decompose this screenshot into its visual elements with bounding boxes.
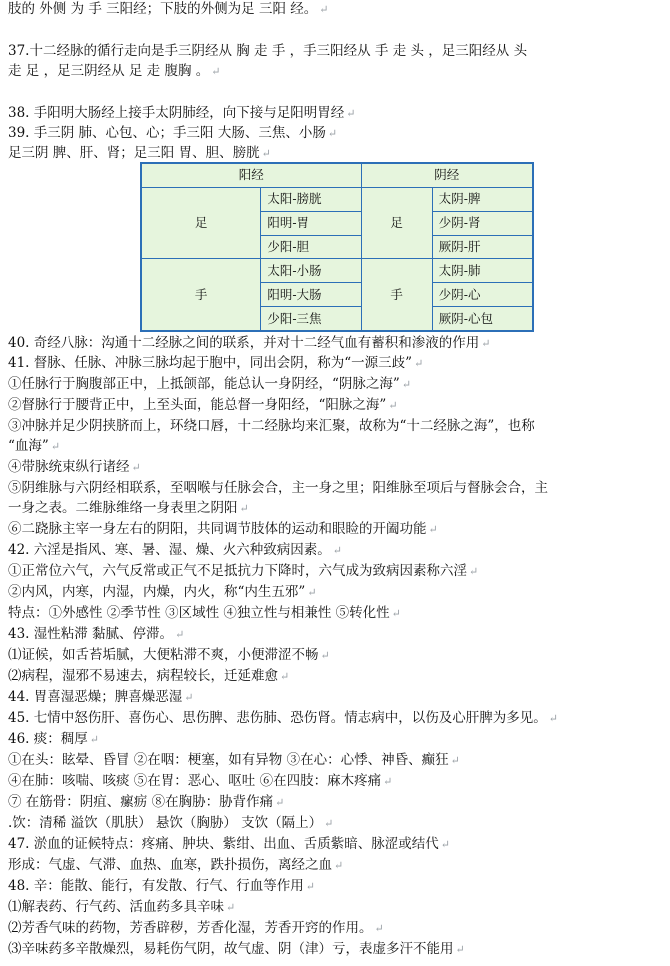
text-line: ⑴证候，如舌苔垢腻，大便粘滞不爽，小便滞涩不畅 ↵ xyxy=(8,647,330,663)
hand-yang-cell: 少阳-三焦 xyxy=(261,307,361,332)
text-line: 47. 淤血的证候特点：疼痛、肿块、紫绀、出血、舌质紫暗、脉涩或结代 ↵ xyxy=(8,836,450,852)
text-line: 形成：气虚、气滞、血热、血寒，跌扑损伤，离经之血 ↵ xyxy=(8,857,344,873)
text-line: 43. 湿性粘滞 黏腻、停滞。 ↵ xyxy=(8,626,185,642)
text-line: ①正常位六气，六气反常或正气不足抵抗力下降时，六气成为致病因素称六淫 ↵ xyxy=(8,563,479,579)
text-line: ②内风，内寒，内湿，内燥，内火，称“内生五邪” ↵ xyxy=(8,584,317,600)
text-line: 肢的 外侧 为 手 三阳经；下肢的外侧为足 三阳 经。 ↵ xyxy=(8,1,329,17)
hand-yang-cell: 太阳-小肠 xyxy=(261,259,361,283)
text-line: ⑥二跷脉主宰一身左右的阴阳，共同调节肢体的运动和眼睑的开阖功能 ↵ xyxy=(8,521,438,537)
foot-label: 足 xyxy=(361,187,432,258)
hand-label: 手 xyxy=(141,259,261,331)
foot-yang-cell: 太阳-膀胱 xyxy=(261,187,361,211)
hand-yin-cell: 少阴-心 xyxy=(432,283,533,307)
text-line: ⑦ 在筋骨：阴疽、瘰疬 ⑧在胸胁：胁背作痛 ↵ xyxy=(8,794,285,810)
foot-yang-cell: 少阳-胆 xyxy=(261,235,361,259)
text-line: 45. 七情中怒伤肝、喜伤心、思伤脾、悲伤肺、恐伤肾。情志病中，以伤及心肝脾为多见。 ↵ xyxy=(8,710,558,726)
text-line: ①在头：眩晕、昏冒 ②在咽：梗塞，如有异物 ③在心：心悸、神昏、癫狂 ↵ xyxy=(8,752,460,768)
text-line: 一身之表。二维脉维络一身表里之阴阳 ↵ xyxy=(8,500,249,516)
text-line: 41. 督脉、任脉、冲脉三脉均起于胞中，同出会阴，称为“一源三歧” ↵ xyxy=(8,355,424,371)
text-line: 足三阴 脾、肝、肾；足三阳 胃、胆、膀胱 ↵ xyxy=(8,145,271,161)
text-line: 39. 手三阴 肺、心包、心；手三阳 大肠、三焦、小肠 ↵ xyxy=(8,125,338,141)
text-line: 48. 辛：能散、能行，有发散、行气、行血等作用 ↵ xyxy=(8,878,315,894)
foot-yin-cell: 少阴-肾 xyxy=(432,211,533,235)
foot-yang-cell: 阳明-胃 xyxy=(261,211,361,235)
text-line: ②督脉行于腰背正中，上至头面，能总督一身阳经，“阳脉之海” ↵ xyxy=(8,397,398,413)
text-line: ①任脉行于胸腹部正中，上抵颌部，能总认一身阴经，“阴脉之海” ↵ xyxy=(8,376,412,392)
hand-yin-cell: 太阴-肺 xyxy=(432,259,533,283)
text-line: 37.十二经脉的循行走向是手三阴经从 胸 走 手 ，手三阳经从 手 走 头 ，足三阳经从 头 xyxy=(8,43,528,59)
text-line: ④在肺：咳喘、咳痰 ⑤在胃：恶心、呕吐 ⑥在四肢：麻木疼痛 ↵ xyxy=(8,773,393,789)
text-line: 42. 六淫是指风、寒、暑、湿、燥、火六种致病因素。 ↵ xyxy=(8,542,342,558)
text-line: “血海” ↵ xyxy=(8,438,61,454)
text-line: ④带脉统束纵行诸经 ↵ xyxy=(8,459,141,475)
text-line: ⑤阴维脉与六阴经相联系，至咽喉与任脉会合，主一身之里；阳维脉至项后与督脉会合，主 xyxy=(8,480,548,496)
foot-label: 足 xyxy=(141,187,261,258)
foot-yin-cell: 厥阴-肝 xyxy=(432,235,533,259)
hand-yang-cell: 阳明-大肠 xyxy=(261,283,361,307)
text-line: ③冲脉并足少阴挟脐而上，环绕口唇，十二经脉均来汇聚，故称为“十二经脉之海”，也称 xyxy=(8,418,535,434)
text-line: 38. 手阳明大肠经上接手太阴肺经，向下接与足阳明胃经 ↵ xyxy=(8,105,356,121)
hand-label: 手 xyxy=(361,259,432,331)
text-line: ⑵芳香气味的药物，芳香辟秽，芳香化湿，芳香开窍的作用。 ↵ xyxy=(8,920,384,936)
yang-header: 阳经 xyxy=(141,163,361,187)
text-line: 走 足 ，足三阴经从 足 走 腹胸 。 ↵ xyxy=(8,63,221,79)
text-line: .饮：清稀 溢饮（肌肤） 悬饮（胸胁） 支饮（隔上） ↵ xyxy=(8,815,334,831)
text-line: 40. 奇经八脉：沟通十二经脉之间的联系，并对十二经气血有蓄积和渗液的作用 ↵ xyxy=(8,335,491,351)
text-line: 44. 胃喜湿恶燥；脾喜燥恶湿 ↵ xyxy=(8,689,194,705)
text-line: 特点：①外感性 ②季节性 ③区域性 ④独立性与相兼性 ⑤转化性 ↵ xyxy=(8,605,401,621)
foot-yin-cell: 太阴-脾 xyxy=(432,187,533,211)
meridian-table xyxy=(140,162,534,332)
hand-yin-cell: 厥阴-心包 xyxy=(432,307,533,332)
text-line: 46. 痰：稠厚 ↵ xyxy=(8,731,99,747)
text-line: ⑴解表药、行气药、活血药多具辛味 ↵ xyxy=(8,899,236,915)
text-line: ⑵病程，湿邪不易速去，病程较长，迁延难愈 ↵ xyxy=(8,668,290,684)
text-line: ⑶辛味药多辛散燥烈，易耗伤气阴，故气虚、阴（津）亏，表虚多汗不能用 ↵ xyxy=(8,941,465,957)
yin-header: 阴经 xyxy=(361,163,533,187)
